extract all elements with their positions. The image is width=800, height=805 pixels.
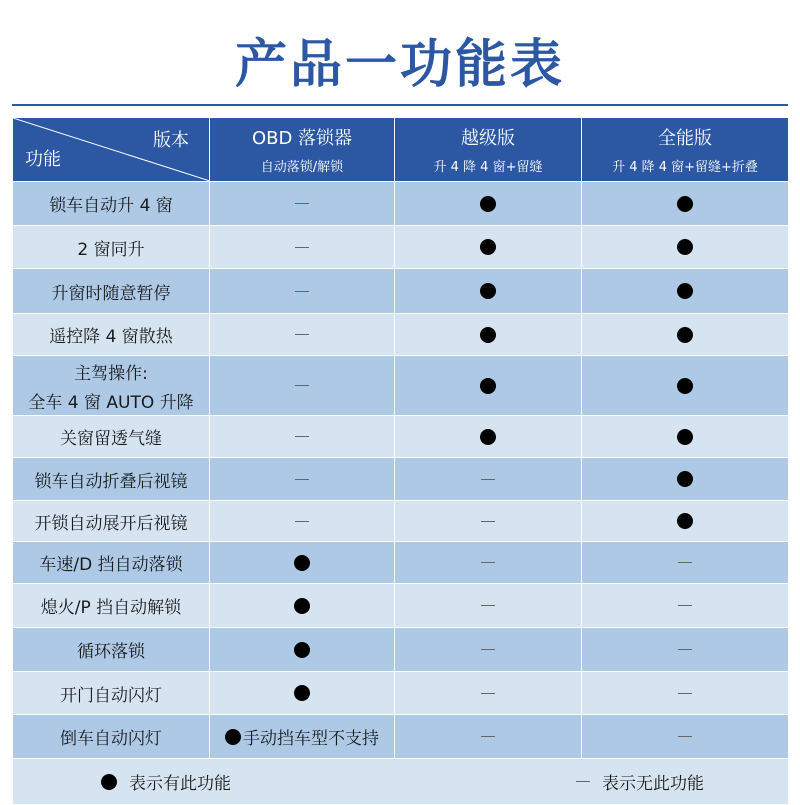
dash-icon [678,605,692,606]
page-title: 产品一功能表 [234,35,565,95]
value-cell [210,458,395,501]
title-divider [12,104,788,106]
dash-icon [481,693,495,694]
value-cell [210,226,395,269]
value-cell [395,226,582,269]
column-subtitle: 自动落锁/解锁 [260,160,344,175]
feature-label: 开锁自动展开后视镜 [34,513,188,534]
value-cell [210,182,395,226]
filled-dot-icon [677,471,693,487]
value-cell [210,628,395,672]
feature-label: 2 窗同升 [77,239,145,260]
value-cell [395,314,582,356]
value-cell [395,542,582,584]
feature-cell [13,715,210,759]
table-row [13,356,789,416]
filled-dot-icon [677,239,693,255]
feature-cell [13,672,210,715]
table-row [13,715,789,759]
dash-icon [295,479,309,480]
value-cell [210,715,395,759]
feature-cell [13,356,210,416]
dash-icon [678,562,692,563]
value-cell [210,542,395,584]
feature-label: 遥控降 4 窗散热 [49,327,173,347]
feature-cell [13,182,210,226]
value-cell [395,182,582,226]
dash-icon [295,203,309,204]
feature-cell [13,501,210,542]
dash-icon [678,693,692,694]
feature-label: 循环落锁 [77,642,145,662]
feature-label-line1: 主驾操作: [74,363,148,384]
value-cell [582,584,789,628]
feature-cell [13,314,210,356]
feature-cell [13,226,210,269]
dash-icon [295,247,309,248]
dash-icon [481,605,495,606]
feature-cell [13,584,210,628]
feature-label: 车速/D 挡自动落锁 [39,555,183,575]
feature-label: 开门自动闪灯 [60,685,162,706]
value-cell [395,501,582,542]
dash-icon [481,736,495,737]
filled-dot-icon [677,429,693,445]
table-row [13,182,789,226]
filled-dot-icon [294,685,310,701]
column-name: 全能版 [658,128,712,149]
filled-dot-icon [480,429,496,445]
header-corner-cell [13,118,210,182]
column-name: 越级版 [461,128,515,149]
table-row [13,501,789,542]
value-cell [395,672,582,715]
value-cell [582,269,789,314]
filled-dot-icon [294,555,310,571]
feature-label: 锁车自动升 4 窗 [49,196,173,216]
feature-cell [13,628,210,672]
legend-none-text: 表示无此功能 [602,774,704,794]
feature-cell [13,416,210,458]
table-header-row [13,118,789,182]
value-cell [582,501,789,542]
filled-dot-icon [677,378,693,394]
legend-none [576,759,704,804]
table-row [13,672,789,715]
column-name: OBD 落锁器 [251,128,353,149]
value-cell [582,416,789,458]
table-row [13,314,789,356]
value-cell [210,501,395,542]
corner-function-label: 功能 [25,149,61,170]
value-cell [210,584,395,628]
dash-icon [295,436,309,437]
feature-label: 倒车自动闪灯 [60,729,162,749]
dash-icon [576,781,590,782]
feature-cell [13,269,210,314]
feature-label-line2: 全车 4 窗 AUTO 升降 [28,392,194,413]
dash-icon [481,649,495,650]
filled-dot-icon [294,642,310,658]
dash-icon [678,736,692,737]
legend-has-text: 表示有此功能 [129,774,231,794]
feature-note: 手动挡车型不支持 [243,729,379,749]
value-cell [582,715,789,759]
filled-dot-icon [480,378,496,394]
feature-cell [13,542,210,584]
value-cell [210,314,395,356]
table-row [13,584,789,628]
value-cell [210,672,395,715]
value-cell [582,182,789,226]
feature-label: 升窗时随意暂停 [51,283,171,304]
value-cell [210,356,395,416]
table-row [13,542,789,584]
column-subtitle: 升 4 降 4 窗+留缝+折叠 [612,160,758,175]
value-cell [395,458,582,501]
table-row [13,458,789,501]
legend-row [13,759,789,805]
value-cell [582,458,789,501]
dash-icon [295,334,309,335]
value-cell [582,356,789,416]
value-cell [395,584,582,628]
value-cell [582,226,789,269]
filled-dot-icon [480,196,496,212]
column-subtitle: 升 4 降 4 窗+留缝 [433,160,543,175]
filled-dot-icon [677,283,693,299]
feature-label: 锁车自动折叠后视镜 [34,471,188,492]
filled-dot-icon [677,196,693,212]
value-cell [582,628,789,672]
feature-cell [13,458,210,501]
feature-label: 熄火/P 挡自动解锁 [40,598,182,618]
feature-label: 关窗留透气缝 [60,429,162,449]
legend-cell [13,759,789,805]
dash-icon [295,521,309,522]
value-cell [582,542,789,584]
legend-has [101,759,231,804]
dash-icon [295,385,309,386]
dash-icon [481,562,495,563]
value-cell [395,715,582,759]
filled-dot-icon [677,513,693,529]
table-row [13,269,789,314]
filled-dot-icon [294,598,310,614]
value-cell [395,416,582,458]
dash-icon [481,479,495,480]
filled-dot-icon [677,327,693,343]
column-header-full [582,118,789,182]
filled-dot-icon [101,774,117,790]
filled-dot-icon [480,327,496,343]
table-row [13,628,789,672]
feature-comparison-table [12,117,789,805]
dash-icon [481,521,495,522]
value-cell [582,314,789,356]
table-row [13,416,789,458]
column-header-obd [210,118,395,182]
filled-dot-icon [225,729,241,745]
value-cell [210,269,395,314]
table-row [13,226,789,269]
filled-dot-icon [480,283,496,299]
value-cell [582,672,789,715]
table-body [13,182,789,759]
dash-icon [295,291,309,292]
value-cell [395,269,582,314]
column-header-advanced [395,118,582,182]
value-cell [395,356,582,416]
value-cell [210,416,395,458]
corner-version-label: 版本 [153,130,189,151]
dash-icon [678,649,692,650]
value-cell [395,628,582,672]
filled-dot-icon [480,239,496,255]
